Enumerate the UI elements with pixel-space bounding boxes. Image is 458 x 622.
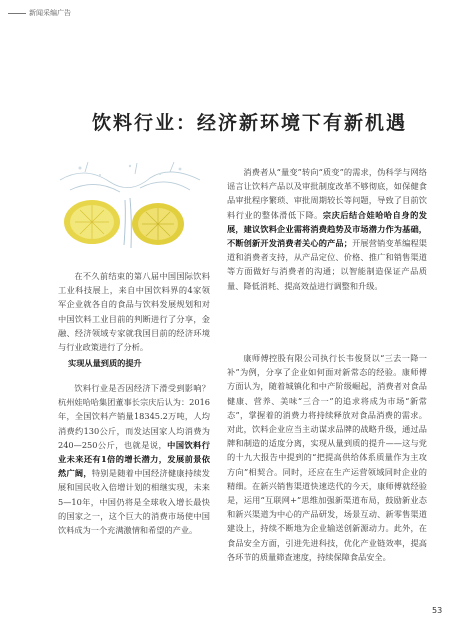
left-paragraph-2-emphasis: 中国饮料行业未来还有1倍的增长潜力，发展前景依然广阔， — [58, 439, 210, 479]
lemon-left — [64, 200, 120, 244]
left-column-body — [58, 381, 210, 537]
right-paragraph-1 — [227, 165, 427, 293]
running-header — [8, 8, 71, 18]
right-column-top — [227, 165, 427, 293]
splash-stream — [124, 198, 131, 248]
left-paragraph-2 — [58, 381, 210, 537]
left-paragraph-2-part-b: 特别是随着中国经济健康持续发展和国民收入倍增计划的相继实现，未来5—10年，中国仍将是全球收入增长最快的国家之一，这个巨大的消费市场使中国饮料成为一个充满激情和希望的产业。 — [58, 468, 210, 536]
lemon-right — [132, 203, 184, 245]
right-paragraph-2: 康师傅控股有限公司执行长韦俊贤以“三去一降一补”为例，分享了企业如何面对新常态的经验。康师傅方面认为，随着城镇化和中产阶级崛起，消费者对食品健康、营养、美味“三合一”的追求将成为市场“新常态”，掌握着的消费力将持续释放对食品消费的需求。对此，饮料企业应当主动谋求品牌的战略升级，通过品牌和制造的适度分离，实现从量到质的提升——这与党的十九大报告中提到的“把提高供给体系质量作为主攻方向”相契合。同时，还应在生产运营领域同时企业的精细。在新兴销售渠道快速迭代的今天，康师傅就经验是，运用“互联网+”思维加强新渠道布局，鼓励新业态和新兴渠道为中心的产品研发，场景互动、新零售渠道建设上，持续不断地为企业输送创新源动力。此外，在食品安全方面，引进先进科技，优化产业链效率，提高各环节的质量筛查速度，持续保障食品安全。 — [227, 353, 427, 562]
article-title: 饮料行业：经济新环境下有新机遇 — [92, 112, 408, 134]
header-rule — [8, 13, 26, 14]
left-paragraph-1: 在不久前结束的第八届中国国际饮料工业科技展上，来自中国饮料界的4家领军企业就各自的食品与饮料发展规划和对中国饮料工业目前的判断进行了分享，金融、经济领域专家就我国目前的经济环境与行业政策进行了分析。 — [58, 271, 210, 353]
lemon-splash-photo — [40, 160, 220, 255]
right-paragraph-1-emphasis: 宗庆后结合娃哈哈自身的发展，建议饮料企业需将消费趋势及市场潜力作为基础，不断创新开发消费者关心的产品； — [227, 209, 427, 249]
right-paragraph-1-part-a: 消费者从“量变”转向“质变”的需求，伪科学与网络谣言让饮料产品以及审批制度改革不够彻底，如保健食品审批程序繁琐、审批周期较长等问题，导致了目前饮料行业的整体滑低下降。 — [227, 167, 427, 220]
left-column-intro — [58, 269, 210, 354]
page-number: 53 — [432, 606, 443, 615]
header-section: 新闻采编广告 — [29, 9, 71, 17]
section-subheading: 实现从量到质的提升 — [68, 358, 142, 368]
left-paragraph-2-part-a: 饮料行业是否因经济下滑受到影响？杭州娃哈哈集团董事长宗庆后认为：2016年，全国饮料产销量18345.2万吨，人均消费约130公斤，而发达国家人均消费为240—250公斤，也就是说， — [58, 383, 210, 450]
right-column-bottom — [227, 351, 427, 564]
right-paragraph-1-part-b: 开展营销变革编程渠道和消费者支持，从产品定位、价格、推广和销售渠道等方面做好与消费者的沟通；以智能制造保证产品质量、降低消耗、提高效益进行调整和升级。 — [227, 238, 427, 291]
